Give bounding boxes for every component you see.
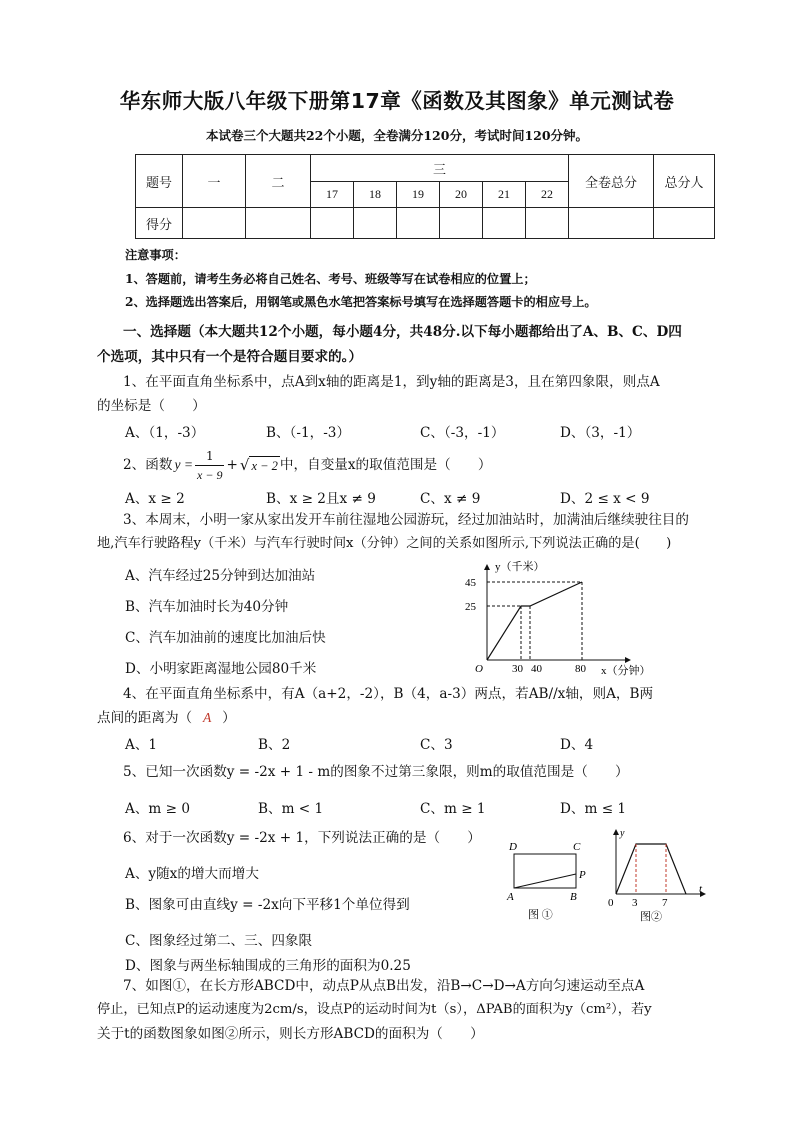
q21-header: 21 [483, 182, 526, 208]
q1-option-d[interactable]: D、（3，-1） [560, 425, 641, 441]
q5-option-c[interactable]: C、m ≥ 1 [420, 801, 486, 817]
x-tick-40: 40 [531, 663, 542, 675]
question-7-text-cont2: 关于t的函数图象如图②所示，则长方形ABCD的面积为（ ） [97, 1026, 484, 1042]
score-cell [246, 208, 311, 239]
section-three-header: 三 [311, 155, 569, 182]
q2-radicand: x − 2 [249, 456, 279, 475]
q1-option-a[interactable]: A、（1，-3） [125, 425, 205, 441]
q4-option-a[interactable]: A、1 [125, 737, 158, 753]
segment-ap [514, 874, 576, 888]
label-a: A [507, 891, 514, 903]
note-item: 2、选择题选出答案后，用钢笔或黑色水笔把答案标号填写在选择题答题卡的相应号上。 [125, 295, 597, 309]
score-table [135, 154, 715, 239]
score-cell [183, 208, 246, 239]
question-3-text: 3、本周末，小明一家从家出发开车前往湿地公园游玩，经过加油站时，加满油后继续驶往目的 [123, 512, 689, 528]
score-cell [654, 208, 715, 239]
question-1-text-cont: 的坐标是（ ） [97, 398, 206, 414]
total-score-header: 全卷总分 [569, 155, 654, 208]
q2-plus: + [226, 457, 238, 473]
page-title: 华东师大版八年级下册第17章《函数及其图象》单元测试卷 [119, 89, 675, 113]
note-item: 1、答题前，请考生务必将自己姓名、考号、班级等写在试卷相应的位置上； [125, 272, 536, 286]
fig2-t-label: t [699, 883, 703, 895]
q17-header: 17 [311, 182, 354, 208]
q2-fraction [195, 447, 224, 484]
score-cell [483, 208, 526, 239]
score-row-label: 得分 [136, 208, 183, 239]
q2-denominator: x − 9 [195, 465, 224, 484]
score-cell [354, 208, 397, 239]
q4-option-b[interactable]: B、2 [258, 737, 291, 753]
q6-option-d[interactable]: D、图象与两坐标轴围成的三角形的面积为0.25 [125, 958, 411, 974]
section-one-header: 一 [183, 155, 246, 208]
x-tick-30: 30 [512, 663, 523, 675]
q1-option-c[interactable]: C、（-3，-1） [420, 425, 505, 441]
y-axis-label: y（千米） [495, 561, 545, 573]
score-cell [311, 208, 354, 239]
fig2-tick-7: 7 [662, 897, 668, 909]
question-2-text [123, 445, 492, 485]
y-axis-arrow-icon [484, 564, 490, 570]
y-axis-arrow-icon [613, 829, 619, 835]
q2-prefix: 2、函数 [123, 457, 173, 473]
q2-option-d[interactable]: D、2 ≤ x < 9 [560, 491, 650, 507]
section-two-header: 二 [246, 155, 311, 208]
rectangle-abcd [514, 854, 576, 888]
q4-blank-suffix: ） [222, 710, 236, 726]
score-cell [440, 208, 483, 239]
question-1-text: 1、在平面直角坐标系中，点A到x轴的距离是1，到y轴的距离是3，且在第四象限，则点A [123, 374, 660, 390]
label-d: D [509, 841, 517, 853]
q4-option-d[interactable]: D、4 [560, 737, 594, 753]
q5-option-a[interactable]: A、m ≥ 0 [125, 801, 190, 817]
y-tick-25: 25 [465, 601, 476, 613]
x-tick-80: 80 [575, 663, 586, 675]
score-cell [397, 208, 440, 239]
q2-suffix: 中，自变量x的取值范围是（ ） [279, 457, 492, 473]
score-cell [526, 208, 569, 239]
question-7-text: 7、如图①，在长方形ABCD中，动点P从点B出发，沿B→C→D→A方向匀速运动至点A [123, 978, 645, 994]
q3-option-a[interactable]: A、汽车经过25分钟到达加油站 [125, 568, 316, 584]
q3-distance-time-graph [455, 556, 655, 680]
section-one-heading: 一、选择题（本大题共12个小题，每小题4分，共48分.以下每小题都给出了A、B、C、D四 [123, 324, 682, 340]
section-one-heading-cont: 个选项，其中只有一个是符合题目要求的。） [97, 349, 363, 365]
q2-y-equals: y = [174, 457, 194, 472]
q1-option-b[interactable]: B、（-1，-3） [266, 425, 351, 441]
figure-2-caption: 图② [640, 911, 662, 923]
q4-blank-prefix: 点间的距离为（ [97, 710, 193, 726]
q2-numerator: 1 [205, 448, 214, 463]
origin-label: O [475, 663, 483, 675]
question-4-text-cont [97, 709, 236, 727]
x-axis-label: x（分钟） [601, 665, 651, 677]
q5-option-d[interactable]: D、m ≤ 1 [560, 801, 627, 817]
exam-instructions: 本试卷三个大题共22个小题，全卷满分120分，考试时间120分钟。 [205, 128, 589, 143]
question-6-text: 6、对于一次函数y = -2x + 1，下列说法正确的是（ ） [123, 830, 481, 846]
sqrt-icon: √ [239, 456, 250, 474]
q6-option-a[interactable]: A、y随x的增大而增大 [125, 866, 259, 882]
label-c: C [573, 841, 581, 853]
q4-option-c[interactable]: C、3 [420, 737, 453, 753]
question-3-text-cont: 地,汽车行驶路程y（千米）与汽车行驶时间x（分钟）之间的关系如图所示,下列说法正确的是( ) [97, 536, 672, 551]
question-5-text: 5、已知一次函数y = -2x + 1 - m的图象不过第三象限，则m的取值范围是（ ） [123, 764, 629, 780]
label-b: B [570, 891, 577, 903]
row-header-label: 题号 [136, 155, 183, 208]
figure-1-caption: 图 ① [528, 909, 553, 921]
distance-curve [487, 582, 582, 660]
q22-header: 22 [526, 182, 569, 208]
label-p: P [579, 869, 586, 881]
q3-option-d[interactable]: D、小明家距离湿地公园80千米 [125, 661, 317, 677]
fig2-y-label: y [620, 828, 625, 839]
q2-option-c[interactable]: C、x ≠ 9 [420, 491, 481, 507]
y-tick-45: 45 [465, 577, 476, 589]
q3-option-b[interactable]: B、汽车加油时长为40分钟 [125, 599, 289, 615]
q3-option-c[interactable]: C、汽车加油前的速度比加油后快 [125, 630, 326, 646]
q6-option-b[interactable]: B、图象可由直线y = -2x向下平移1个单位得到 [125, 897, 410, 913]
fig2-origin: 0 [608, 897, 614, 909]
q2-option-b[interactable]: B、x ≥ 2且x ≠ 9 [266, 491, 376, 507]
q18-header: 18 [354, 182, 397, 208]
x-axis-arrow-icon [625, 657, 631, 663]
notes-heading: 注意事项： [125, 248, 186, 262]
area-curve [616, 844, 686, 894]
figure-2-graph [600, 826, 710, 926]
figure-1-rectangle [502, 836, 598, 926]
question-7-text-cont: 停止，已知点P的运动速度为2cm/s，设点P的运动时间为t（s），ΔPAB的面积为y（cm²），若y [97, 1002, 652, 1017]
grader-header: 总分人 [654, 155, 715, 208]
q4-answer: A [203, 710, 212, 725]
q19-header: 19 [397, 182, 440, 208]
score-cell [569, 208, 654, 239]
q5-option-b[interactable]: B、m < 1 [258, 801, 324, 817]
q6-option-c[interactable]: C、图象经过第二、三、四象限 [125, 933, 313, 949]
question-4-text: 4、在平面直角坐标系中，有A（a+2，-2），B（4，a-3）两点，若AB//x轴，则A，B两 [123, 686, 654, 702]
fig2-tick-3: 3 [632, 897, 638, 909]
q20-header: 20 [440, 182, 483, 208]
q2-option-a[interactable]: A、x ≥ 2 [125, 491, 185, 507]
